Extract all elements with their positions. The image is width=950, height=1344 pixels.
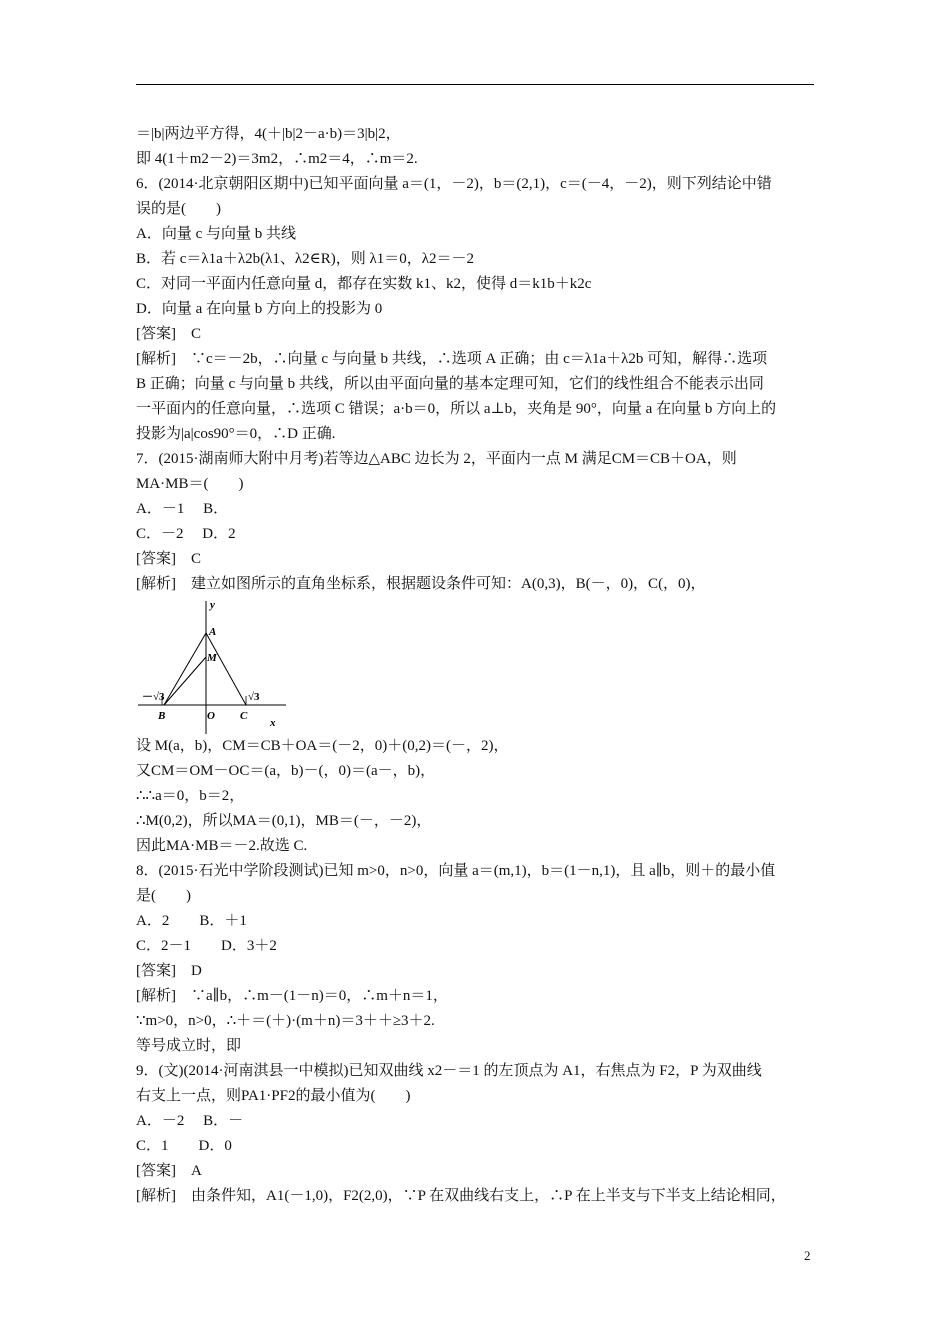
text-line: ∴∴a＝0，b＝2， — [136, 788, 245, 804]
text-line: 设 M(a，b)，CM＝CB＋OA＝(－2，0)＋(0,2)＝(－，2)， — [136, 738, 509, 754]
text-line: 误的是( ) — [136, 201, 221, 217]
point-a-label: A — [209, 626, 217, 638]
text-line: A．－1 B． — [136, 501, 229, 517]
text-line: A．向量 c 与向量 b 共线 — [136, 226, 296, 242]
text-line: [解析] ∵c＝－2b，∴向量 c 与向量 b 共线，∴选项 A 正确；由 c＝λ1a＋λ2b 可知，解得∴选项 — [136, 351, 768, 367]
text-line: C．1 D．0 — [136, 1138, 232, 1154]
text-line: [解析] ∵a∥b，∴m－(1－n)＝0，∴m＋n＝1， — [136, 988, 448, 1004]
text-line: A．2 B．＋1 — [136, 913, 247, 929]
text-line: 右支上一点，则PA1·PF2的最小值为( ) — [136, 1088, 411, 1104]
x-axis-label: x — [270, 717, 276, 729]
text-line: 投影为|a|cos90°＝0，∴D 正确. — [136, 426, 336, 442]
text-line: [解析] 由条件知，A1(－1,0)，F2(2,0)，∵P 在双曲线右支上，∴P 在上半支与下半支上结论相同， — [136, 1188, 786, 1204]
page-number: 2 — [804, 1248, 811, 1263]
text-line: [答案] C — [136, 326, 201, 342]
text-line: 又CM＝OM－OC＝(a，b)－(，0)＝(a－，b)， — [136, 763, 436, 779]
page-body — [136, 122, 816, 1209]
text-line: 等号成立时，即 — [136, 1038, 242, 1054]
text-line: [解析] 建立如图所示的直角坐标系，根据题设条件可知：A(0,3)，B(－，0)，C(，0)， — [136, 576, 706, 592]
point-b-label: B — [158, 710, 166, 722]
point-c-label: C — [240, 710, 248, 722]
side-ac — [206, 633, 246, 705]
text-line: [答案] A — [136, 1163, 202, 1179]
text-line: C．2－1 D．3＋2 — [136, 938, 277, 954]
text-block-after-figure — [136, 734, 816, 1209]
coordinate-figure — [136, 597, 816, 734]
text-line: C．－2 D．2 — [136, 526, 236, 542]
root3-label: √3 — [248, 691, 260, 703]
text-line: D．向量 a 在向量 b 方向上的投影为 0 — [136, 301, 383, 317]
segment-bm — [164, 657, 206, 705]
point-o-label: O — [207, 710, 215, 722]
text-line: B 正确；向量 c 与向量 b 共线，所以由平面向量的基本定理可知，它们的线性组合不能表示出同 — [136, 376, 764, 392]
text-line: ∵m>0，n>0，∴＋＝(＋)·(m＋n)＝3＋＋≥3＋2. — [136, 1013, 435, 1029]
header-rule — [136, 84, 814, 85]
text-line: 8．(2015·石光中学阶段测试)已知 m>0，n>0，向量 a＝(m,1)，b＝(1－n,1)，且 a∥b，则＋的最小值 — [136, 863, 776, 879]
text-line: ∴M(0,2)，所以MA＝(0,1)，MB＝(－，－2)， — [136, 813, 432, 829]
y-axis-label: y — [210, 599, 215, 611]
text-line: ＝|b|两边平方得，4(＋|b|2－a·b)＝3|b|2， — [136, 126, 401, 142]
text-line: 是( ) — [136, 888, 191, 904]
text-block-before-figure — [136, 122, 816, 597]
side-ab — [164, 633, 206, 705]
triangle-diagram — [136, 599, 296, 736]
text-line: 即 4(1＋m2－2)＝3m2，∴m2＝4，∴m＝2. — [136, 151, 418, 167]
text-line: [答案] D — [136, 963, 202, 979]
text-line: 7．(2015·湖南师大附中月考)若等边△ABC 边长为 2，平面内一点 M 满足CM＝CB＋OA，则 — [136, 451, 737, 467]
text-line: 因此MA·MB＝－2.故选 C. — [136, 838, 308, 854]
text-line: 9．(文)(2014·河南淇县一中模拟)已知双曲线 x2－＝1 的左顶点为 A1，右焦点为 F2，P 为双曲线 — [136, 1063, 762, 1079]
text-line: 6．(2014·北京朝阳区期中)已知平面向量 a＝(1，－2)，b＝(2,1)，c＝(－4，－2)，则下列结论中错 — [136, 176, 772, 192]
text-line: B．若 c＝λ1a＋λ2b(λ1、λ2∈R)，则 λ1＝0，λ2＝－2 — [136, 251, 475, 267]
text-line: A．－2 B．－ — [136, 1113, 244, 1129]
text-line: [答案] C — [136, 551, 201, 567]
point-m-label: M — [207, 652, 217, 664]
text-line: 一平面内的任意向量，∴选项 C 错误；a·b＝0，所以 a⊥b，夹角是 90°，向量 a 在向量 b 方向上的 — [136, 401, 777, 417]
text-line: MA·MB＝( ) — [136, 476, 244, 492]
text-line: C．对同一平面内任意向量 d，都存在实数 k1、k2，使得 d＝k1b＋k2c — [136, 276, 592, 292]
neg-root3-label: －√3 — [142, 691, 165, 703]
